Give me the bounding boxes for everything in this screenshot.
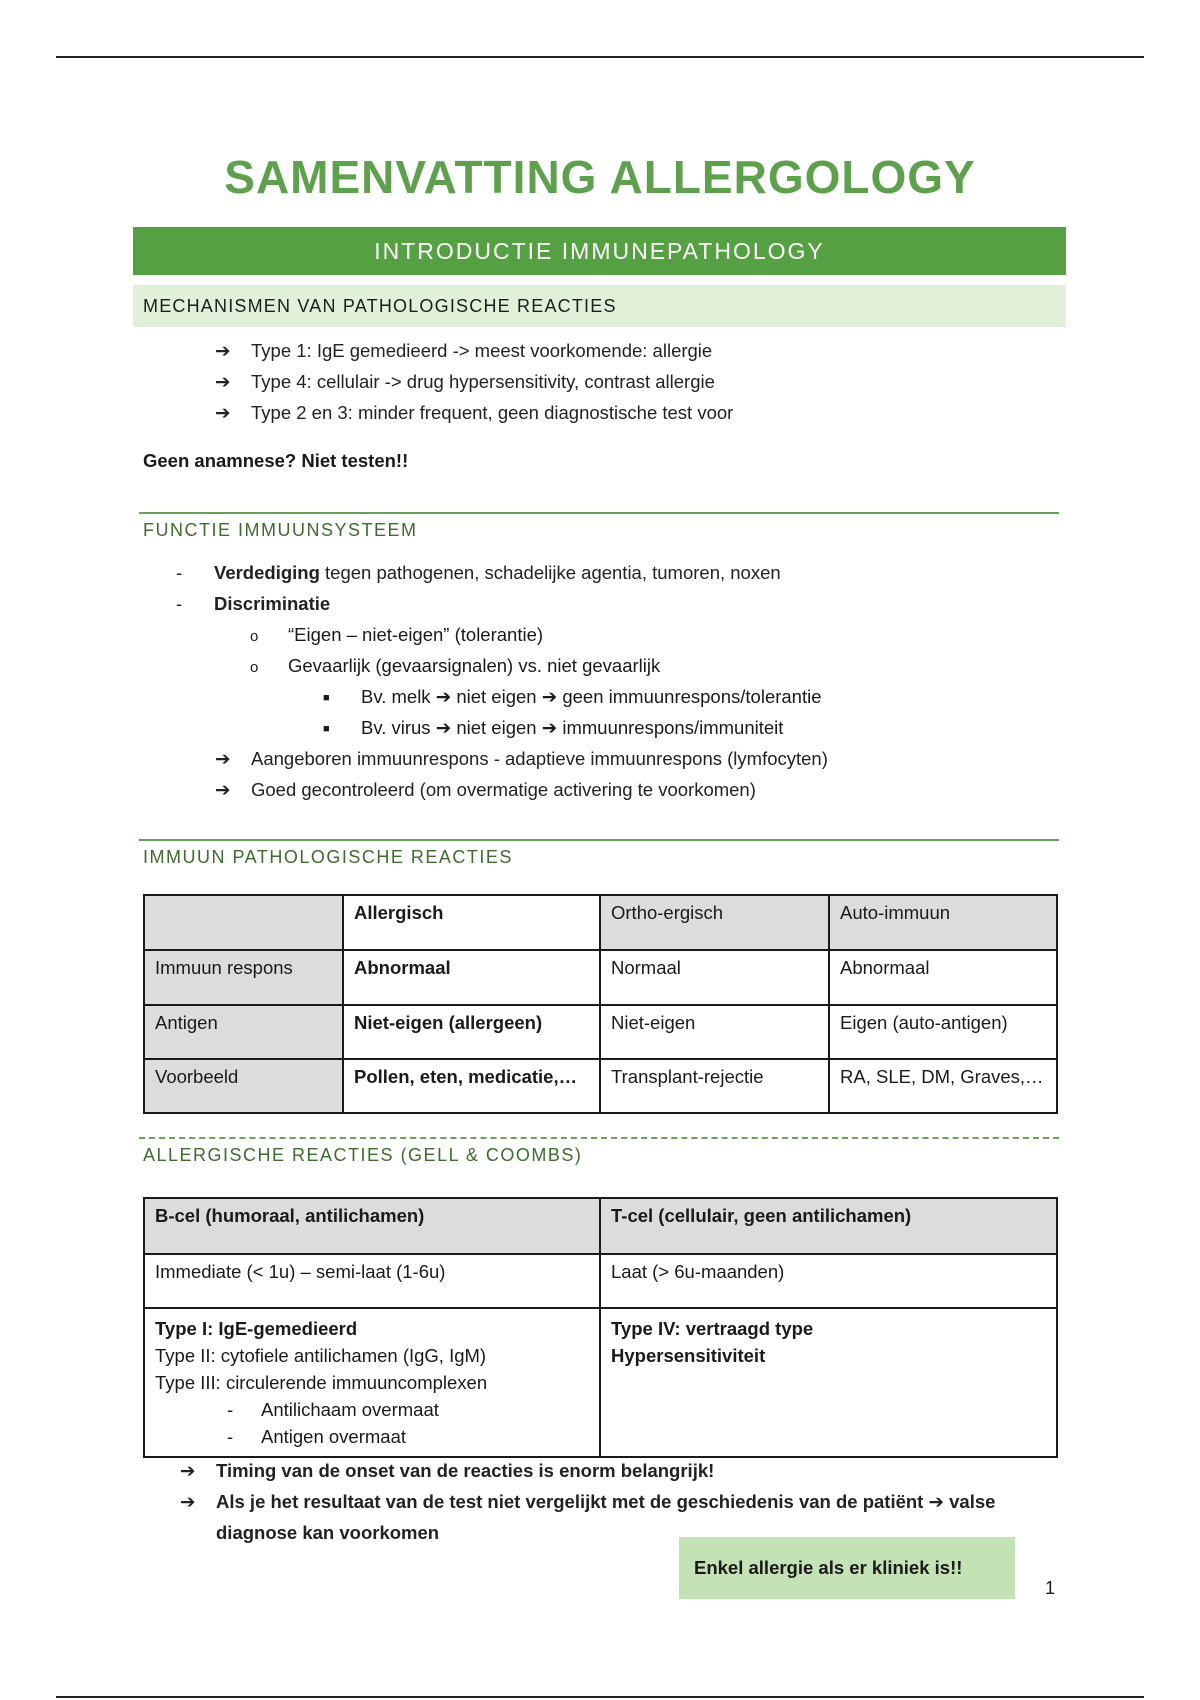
table-header-cell: Allergisch <box>343 895 600 950</box>
table-cell: Immediate (< 1u) – semi-laat (1-6u) <box>144 1254 600 1308</box>
table-row-label: Immuun respons <box>144 950 343 1005</box>
mechanisms-note: Geen anamnese? Niet testen!! <box>143 450 409 471</box>
table-cell: Pollen, eten, medicatie,… <box>343 1059 600 1113</box>
type2-line: Type II: cytofiele antilichamen (IgG, IgM) <box>155 1345 487 1366</box>
type4-line: Type IV: vertraagd type <box>611 1318 814 1339</box>
list-item: ➔ Type 2 en 3: minder frequent, geen diagnostische test voor <box>215 397 733 428</box>
type1-line: Type I: IgE-gemedieerd <box>155 1318 358 1339</box>
table-cell: RA, SLE, DM, Graves,… <box>829 1059 1057 1113</box>
arrow-icon: ➔ <box>215 371 231 392</box>
table-row-label: Antigen <box>144 1005 343 1059</box>
table-cell <box>144 1308 600 1457</box>
table-row <box>144 950 1057 1005</box>
type4-line: Hypersensitiviteit <box>611 1345 766 1366</box>
table-header-cell: T-cel (cellulair, geen antilichamen) <box>600 1198 1057 1254</box>
callout-box: Enkel allergie als er kliniek is!! <box>679 1537 1015 1599</box>
list-item: ➔ Type 4: cellulair -> drug hypersensitivity, contrast allergie <box>215 366 733 397</box>
function-arrow-list <box>215 743 828 805</box>
arrow-icon: ➔ <box>180 1460 196 1481</box>
arrow-icon: ➔ <box>215 340 231 361</box>
list-item: ■ Bv. virus ➔ niet eigen ➔ immuunrespons/immuniteit <box>323 712 822 743</box>
table-row <box>144 1198 1057 1254</box>
arrow-icon: ➔ <box>215 748 231 769</box>
discrimination-sublist <box>250 619 660 681</box>
pathology-heading: IMMUUN PATHOLOGISCHE REACTIES <box>139 839 1059 868</box>
table-header-cell: Ortho-ergisch <box>600 895 829 950</box>
circle-bullet-icon: o <box>250 628 259 645</box>
mechanisms-heading: MECHANISMEN VAN PATHOLOGISCHE REACTIES <box>133 285 1066 327</box>
example-sublist <box>323 681 822 743</box>
bottom-rule <box>56 1696 1144 1698</box>
table-cell <box>144 895 343 950</box>
page-number: 1 <box>1045 1578 1056 1598</box>
list-item: ➔ Als je het resultaat van de test niet vergelijkt met de geschiedenis van de patiënt ➔ valse <box>180 1486 995 1517</box>
top-rule <box>56 56 1144 58</box>
table-cell: Laat (> 6u-maanden) <box>600 1254 1057 1308</box>
pathology-table <box>143 894 1058 1114</box>
table-cell <box>600 1308 1057 1457</box>
table-row <box>144 1254 1057 1308</box>
table-row <box>144 1308 1057 1457</box>
table-cell: Niet-eigen <box>600 1005 829 1059</box>
allergic-heading: ALLERGISCHE REACTIES (GELL & COOMBS) <box>139 1137 1059 1166</box>
dash-marker: - <box>176 593 183 614</box>
table-header-cell: B-cel (humoraal, antilichamen) <box>144 1198 600 1254</box>
table-row <box>144 1005 1057 1059</box>
table-cell: Eigen (auto-antigen) <box>829 1005 1057 1059</box>
list-item: ➔ Type 1: IgE gemedieerd -> meest voorkomende: allergie <box>215 335 733 366</box>
allergic-notes <box>180 1455 995 1548</box>
table-cell: Abnormaal <box>829 950 1057 1005</box>
dash-marker: - <box>227 1426 234 1447</box>
section-heading: INTRODUCTIE IMMUNEPATHOLOGY <box>133 227 1066 275</box>
list-item: - Discriminatie <box>176 588 781 619</box>
mechanisms-list <box>215 335 733 428</box>
list-item: ➔ Aangeboren immuunrespons - adaptieve immuunrespons (lymfocyten) <box>215 743 828 774</box>
table-row <box>144 1059 1057 1113</box>
table-cell: Niet-eigen (allergeen) <box>343 1005 600 1059</box>
table-cell: Normaal <box>600 950 829 1005</box>
function-heading: FUNCTIE IMMUUNSYSTEEM <box>139 512 1059 541</box>
list-item: diagnose kan voorkomen <box>216 1522 440 1543</box>
table-cell: Transplant-rejectie <box>600 1059 829 1113</box>
dash-marker: - <box>227 1399 234 1420</box>
type3-line: Type III: circulerende immuuncomplexen <box>155 1372 488 1393</box>
table-header-cell: Auto-immuun <box>829 895 1057 950</box>
square-bullet-icon: ■ <box>323 723 330 735</box>
arrow-icon: ➔ <box>180 1491 196 1512</box>
list-item: ■ Bv. melk ➔ niet eigen ➔ geen immuunrespons/tolerantie <box>323 681 822 712</box>
square-bullet-icon: ■ <box>323 692 330 704</box>
list-item: o Gevaarlijk (gevaarsignalen) vs. niet gevaarlijk <box>250 650 660 681</box>
circle-bullet-icon: o <box>250 659 259 676</box>
function-list <box>176 557 781 619</box>
arrow-icon: ➔ <box>215 402 231 423</box>
arrow-icon: ➔ <box>215 779 231 800</box>
dash-marker: - <box>176 562 183 583</box>
list-item: - Antilichaam overmaat <box>155 1396 589 1423</box>
document-title: SAMENVATTING ALLERGOLOGY <box>224 151 976 203</box>
list-item: ➔ Goed gecontroleerd (om overmatige activering te voorkomen) <box>215 774 828 805</box>
gell-coombs-table <box>143 1197 1058 1458</box>
table-row <box>144 895 1057 950</box>
list-item: o “Eigen – niet-eigen” (tolerantie) <box>250 619 660 650</box>
list-item: ➔ Timing van de onset van de reacties is enorm belangrijk! <box>180 1455 995 1486</box>
list-item: - Verdediging tegen pathogenen, schadelijke agentia, tumoren, noxen <box>176 557 781 588</box>
table-row-label: Voorbeeld <box>144 1059 343 1113</box>
list-item: - Antigen overmaat <box>155 1423 589 1450</box>
table-cell: Abnormaal <box>343 950 600 1005</box>
